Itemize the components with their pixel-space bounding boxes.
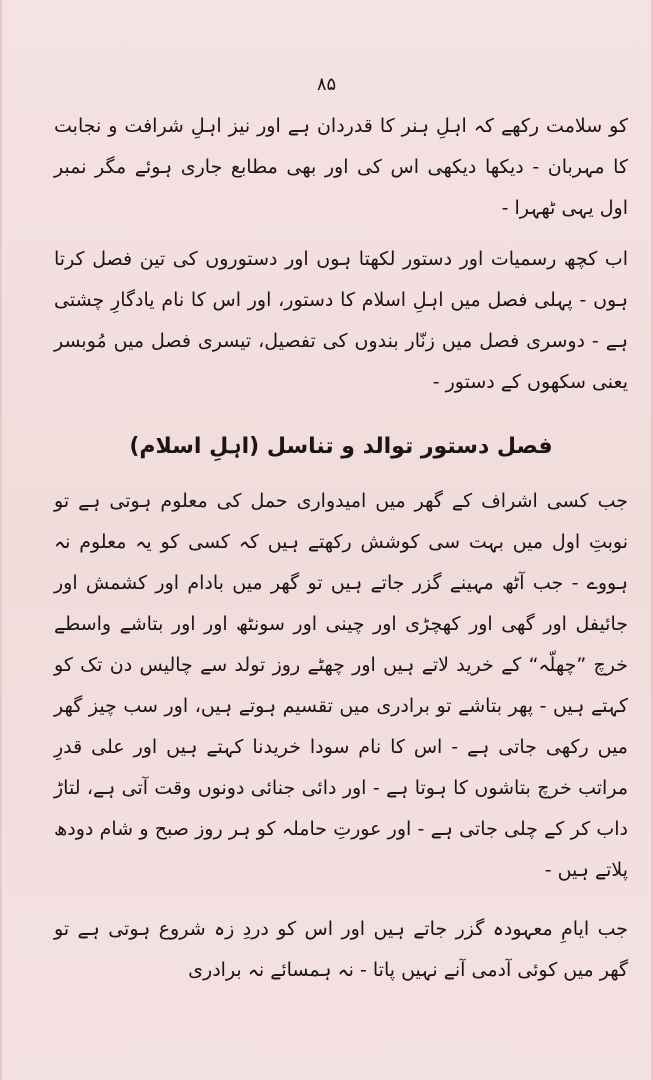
- section-heading: فصل دستور توالد و تناسل (اہلِ اسلام): [129, 434, 553, 459]
- page-body: [54, 106, 628, 1009]
- paragraph-labor: جب ایامِ معہودہ گزر جاتے ہیں اور اس کو دردِ زہ شروع ہوتی ہے تو گھر میں کوئی آدمی آنے نہیں پاتا - نہ ہمسائے نہ برادری: [54, 918, 628, 981]
- paragraph-intro: کو سلامت رکھے کہ اہلِ ہنر کا قدردان ہے اور نیز اہلِ شرافت و نجابت کا مہربان - دیکھا دیکھی اس کی اور بھی مطابع جاری ہوئے مگر نمبر اول یہی ٹھہرا -: [54, 115, 628, 219]
- page-number: ۸۵: [316, 74, 337, 95]
- paragraph-customs-overview: اب کچھ رسمیات اور دستور لکھتا ہوں اور دستوروں کی تین فصل کرتا ہوں - پہلی فصل میں اہلِ اسلام کا دستور، اور اس کا نام یادگارِ چشتی ہے - دوسری فصل میں زنّار بندوں کی تفصیل، تیسری فصل میں مُوبسر یعنی سکھوں کے دستور -: [54, 248, 628, 393]
- paragraph-pregnancy-customs: جب کسی اشراف کے گھر میں امیدواری حمل کی معلوم ہوتی ہے تو نوبتِ اول میں بہت سی کوشش رکھتے ہیں کہ کسی کو یہ معلوم نہ ہووے - جب آٹھ مہینے گزر جاتے ہیں تو گھر میں بادام اور کشمش اور جائیفل اور گھی اور کھچڑی اور چینی اور سونٹھ اور اور بتاشے واسطے خرچ ”چھلّہ“ کے خرید لاتے ہیں اور چھٹے روز تولد سے چالیس دن تک کو کہتے ہیں - پھر بتاشے تو برادری میں تقسیم ہوتے ہیں، اور سب چیز گھر میں رکھی جاتی ہے - اس کا نام سودا خریدنا کہتے ہیں اور علی قدرِ مراتب خرچ بتاشوں کا ہوتا ہے - اور دائی جنائی دونوں وقت آتی ہے، لتاڑ داب کر کے چلی جاتی ہے - اور عورتِ حاملہ کو ہر روز صبح و شام دودھ پلاتے ہیں -: [54, 490, 628, 881]
